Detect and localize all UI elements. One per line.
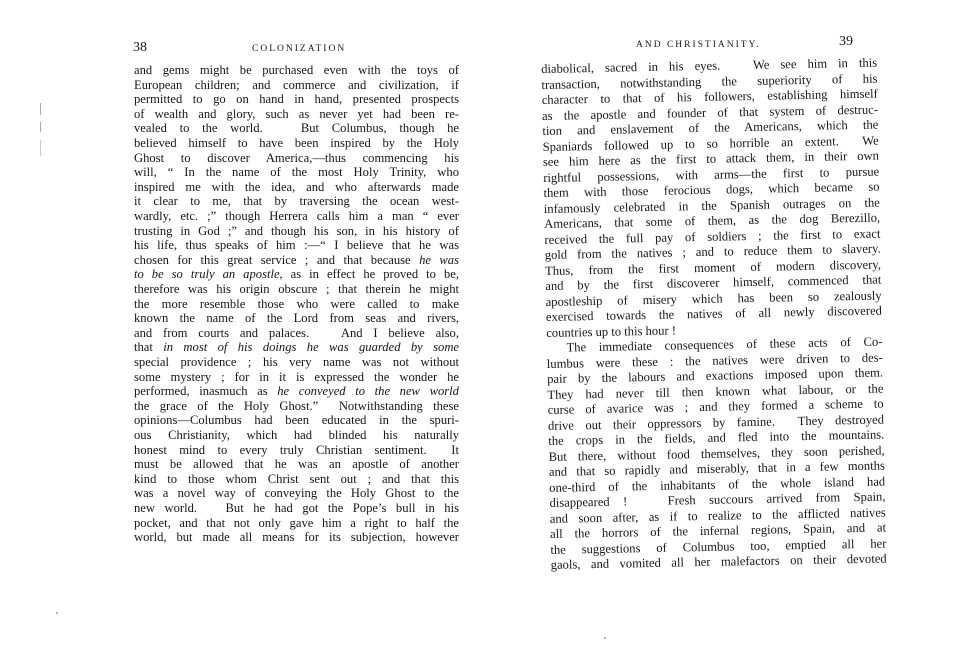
text-line: Americans, that some of them, as the dog Berezillo, xyxy=(544,210,881,231)
text-span: chosen for this great service ; and that because xyxy=(134,252,420,267)
text-line: countries up to this hour ! xyxy=(546,322,677,340)
text-line: believed himself to have been inspired by the Holy xyxy=(134,136,459,150)
text-line: the suggestions of Columbus too, emptied all her xyxy=(550,535,887,557)
text-line: European children; and commerce and civilization, if xyxy=(134,77,459,92)
text-line: and by the first discoverer himself, commenced that xyxy=(545,272,882,293)
text-line: and from courts and palaces. And I believe also, xyxy=(134,325,459,340)
text-line: gaols, and vomited all her malefactors on their devoted xyxy=(550,551,887,572)
text-line: kind to those whom Christ sent out ; and that this xyxy=(134,471,459,486)
text-line: it clear to me, that by traversing the ocean west- xyxy=(134,194,459,209)
italic-span: in most of his doings he was guarded by some xyxy=(163,340,459,355)
text-line: pocket, and that not only gave him a right to half the xyxy=(134,515,459,530)
page-number-right: 39 xyxy=(839,34,853,49)
text-line: as the apostle and founder of that system of destruc- xyxy=(541,102,879,123)
text-line: diabolical, sacred in his eyes. We see him in this xyxy=(541,55,878,76)
text-line: exercised towards the natives of all newly discovered xyxy=(545,303,883,324)
running-head-right: AND CHRISTIANITY. xyxy=(636,40,761,50)
text-line: and soon after, as if to realize to the afflicted natives xyxy=(549,504,886,526)
text-line: permitted to go on hand in hand, presented prospects xyxy=(134,92,459,107)
text-span: as in effect he proved to be, xyxy=(282,267,459,282)
text-line: opinions—Columbus had been educated in the spuri- xyxy=(134,413,459,428)
text-line: the crops in the fields, and fled into the mountains. xyxy=(548,427,885,448)
text-line: drive out their oppressors by famine. They destroyed xyxy=(547,411,885,433)
margin-mark xyxy=(40,140,41,156)
text-line: known the name of the Lord from seas and rivers, xyxy=(134,311,459,326)
text-line: curse of avarice was ; and they formed a scheme to xyxy=(547,396,884,417)
text-line xyxy=(134,253,459,268)
text-line: must be allowed that he was an apostle of another xyxy=(134,457,459,472)
text-line: vealed to the world. But Columbus, though he xyxy=(134,121,459,136)
text-line: and that so rapidly and miserably, that in a few months xyxy=(548,458,885,479)
text-line xyxy=(134,267,459,282)
text-line: received the full pay of soldiers ; the first to exact xyxy=(544,226,881,247)
text-line: all the horrors of the infernal regions, Spain, and at xyxy=(549,520,887,541)
text-line: infamously celebrated in the Spanish outrages on the xyxy=(543,195,880,216)
text-line: the grace of the Holy Ghost.” Notwithstanding these xyxy=(134,398,459,413)
running-head-left: COLONIZATION xyxy=(252,44,347,54)
italic-span: to be so truly an apostle, xyxy=(134,267,283,282)
margin-mark xyxy=(40,103,41,115)
text-line: character to that of his followers, establishing himself xyxy=(541,86,878,107)
text-line: and gems might be purchased even with the toys of xyxy=(134,63,459,77)
margin-mark xyxy=(40,122,41,132)
text-line: disappeared ! Fresh succours arrived from Spain, xyxy=(549,489,886,510)
text-line: his life, thus speaks of him :—“ I believe that he was xyxy=(134,238,459,253)
text-line: the more resemble those who were called to make xyxy=(134,296,459,311)
text-line: of wealth and glory, such as never yet had been re- xyxy=(134,106,459,121)
text-line: The immediate consequences of these acts of Co- xyxy=(566,334,883,355)
text-line: apostleship of misery which has been so zealously xyxy=(545,288,882,309)
text-line: trusting in God ;” and though his son, in his history of xyxy=(134,223,459,238)
text-line: gold from the natives ; and to reduce them to slavery. xyxy=(544,241,881,262)
text-line: lumbus were these : the natives were driven to des- xyxy=(546,349,883,371)
text-line xyxy=(134,340,459,355)
text-line: But there, without food themselves, they soon perished, xyxy=(548,442,885,464)
page-number-left: 38 xyxy=(133,40,147,55)
text-line: honest mind to every truly Christian sentiment. It xyxy=(134,442,459,457)
text-line xyxy=(134,384,459,399)
text-span: that xyxy=(134,340,164,355)
italic-span: he conveyed to the new world xyxy=(277,384,459,399)
text-span: performed, inasmuch as xyxy=(134,384,278,399)
text-line: rightful possessions, with arms—the first to pursue xyxy=(543,164,880,185)
speck xyxy=(604,637,606,639)
text-line: some mystery ; for in it is expressed the wonder he xyxy=(134,369,459,384)
text-line: special providence ; his very name was not without xyxy=(134,355,459,369)
text-line: new world. But he had got the Pope’s bull in his xyxy=(134,501,459,515)
text-line: was a novel way of conveying the Holy Ghost to the xyxy=(134,486,459,501)
italic-span: he was xyxy=(419,252,460,267)
text-line: see him here as the first to attack them, in their own xyxy=(542,148,880,169)
text-line: therefore was his origin obscure ; that therein he might xyxy=(134,282,459,296)
text-line: They had never till then known what labour, or the xyxy=(547,380,884,402)
text-line: will, “ In the name of the most Holy Trinity, who xyxy=(134,165,459,180)
text-line: Spaniards followed up to so horrible an extent. We xyxy=(542,133,879,154)
speck xyxy=(56,612,58,614)
text-line: tion and enslavement of the Americans, which the xyxy=(542,117,879,138)
text-line: wardly, etc. ;” though Herrera calls him a man “ ever xyxy=(134,209,459,223)
text-line: ous Christianity, which had blinded his naturally xyxy=(134,428,459,442)
text-line: Thus, from the first moment of modern discovery, xyxy=(544,257,882,278)
text-line: transaction, notwithstanding the superiority of his xyxy=(541,71,878,92)
text-line: one-third of the inhabitants of the whole island had xyxy=(549,473,886,495)
text-line: them with those ferocious dogs, which became so xyxy=(543,179,880,200)
text-line: Ghost to discover America,—thus commencing his xyxy=(134,150,459,165)
text-line: pair by the labours and exactions imposed upon them. xyxy=(546,365,884,386)
text-line: world, but made all means for its subjection, however xyxy=(134,530,459,545)
text-line: inspired me with the idea, and who afterwards made xyxy=(134,179,459,194)
